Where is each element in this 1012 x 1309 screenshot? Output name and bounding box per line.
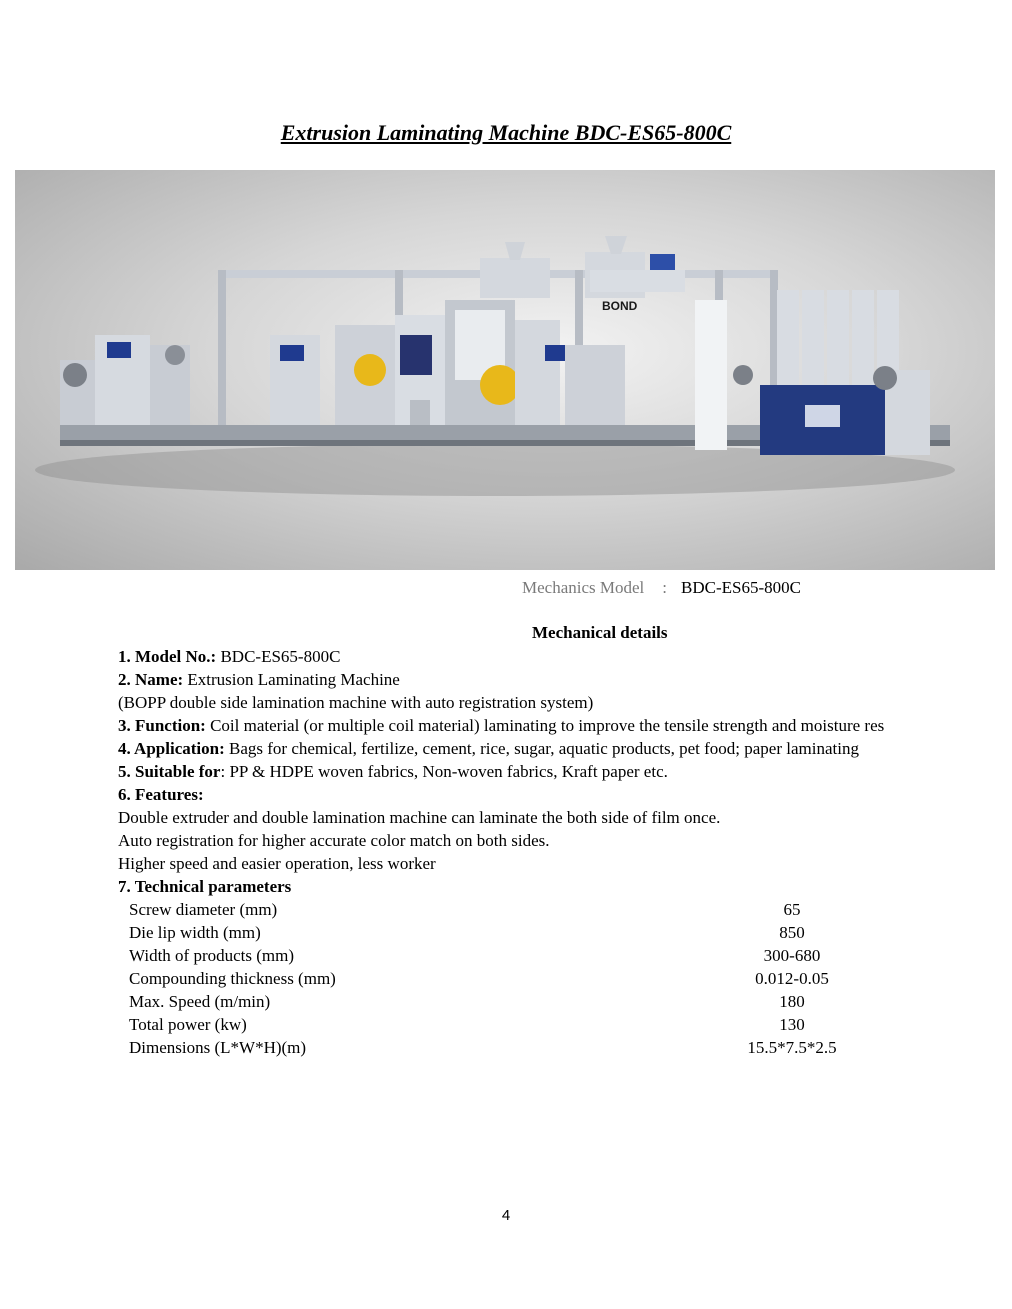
parameters-table bbox=[129, 898, 1012, 1059]
machine-photo bbox=[15, 170, 995, 570]
parameter-value: 130 bbox=[779, 1015, 805, 1034]
parameter-value: 300-680 bbox=[763, 946, 821, 965]
parameter-name: Max. Speed (m/min) bbox=[129, 992, 271, 1011]
parameter-row bbox=[129, 990, 1012, 1013]
detail-line: 6. Features: bbox=[118, 785, 204, 804]
detail-line: 5. Suitable for: PP & HDPE woven fabrics, Non-woven fabrics, Kraft paper etc. bbox=[118, 762, 668, 781]
parameter-row bbox=[129, 921, 1012, 944]
detail-line: 4. Application: Bags for chemical, fertilize, cement, rice, sugar, aquatic products, pet food; paper laminating bbox=[118, 739, 859, 758]
parameter-name: Compounding thickness (mm) bbox=[129, 969, 336, 988]
detail-line: 7. Technical parameters bbox=[118, 877, 292, 896]
model-line bbox=[522, 578, 801, 598]
model-line-separator: : bbox=[662, 578, 668, 597]
parameter-name: Width of products (mm) bbox=[129, 946, 295, 965]
detail-line: 1. Model No.: BDC-ES65-800C bbox=[118, 647, 341, 666]
parameter-value: 180 bbox=[779, 992, 805, 1011]
detail-line: 2. Name: Extrusion Laminating Machine bbox=[118, 670, 400, 689]
detail-line: Double extruder and double lamination machine can laminate the both side of film once. bbox=[118, 808, 721, 827]
model-line-label: Mechanics Model bbox=[522, 578, 645, 597]
parameter-value: 0.012-0.05 bbox=[755, 969, 829, 988]
parameter-row bbox=[129, 944, 1012, 967]
laminating-machine-illustration bbox=[15, 170, 995, 570]
parameter-value: 15.5*7.5*2.5 bbox=[747, 1038, 837, 1057]
detail-line: 3. Function: Coil material (or multiple coil material) laminating to improve the tensile strength and moisture res bbox=[118, 716, 885, 735]
details-list bbox=[118, 645, 1012, 1059]
parameter-row bbox=[129, 898, 1012, 921]
page-title: Extrusion Laminating Machine BDC-ES65-800C bbox=[280, 120, 732, 145]
detail-line: Auto registration for higher accurate color match on both sides. bbox=[118, 831, 550, 850]
detail-line: Higher speed and easier operation, less worker bbox=[118, 854, 436, 873]
model-line-value: BDC-ES65-800C bbox=[681, 578, 801, 597]
detail-line: (BOPP double side lamination machine with auto registration system) bbox=[118, 693, 594, 712]
parameter-value: 850 bbox=[779, 923, 805, 942]
parameter-name: Screw diameter (mm) bbox=[129, 900, 278, 919]
parameter-name: Die lip width (mm) bbox=[129, 923, 261, 942]
parameter-row bbox=[129, 1036, 1012, 1059]
parameter-row bbox=[129, 1013, 1012, 1036]
parameter-value: 65 bbox=[783, 900, 801, 919]
parameter-row bbox=[129, 967, 1012, 990]
section-title: Mechanical details bbox=[532, 623, 668, 642]
brand-label: BOND bbox=[602, 299, 638, 313]
parameter-name: Total power (kw) bbox=[129, 1015, 247, 1034]
page-number: 4 bbox=[501, 1207, 511, 1224]
parameter-name: Dimensions (L*W*H)(m) bbox=[129, 1038, 307, 1057]
